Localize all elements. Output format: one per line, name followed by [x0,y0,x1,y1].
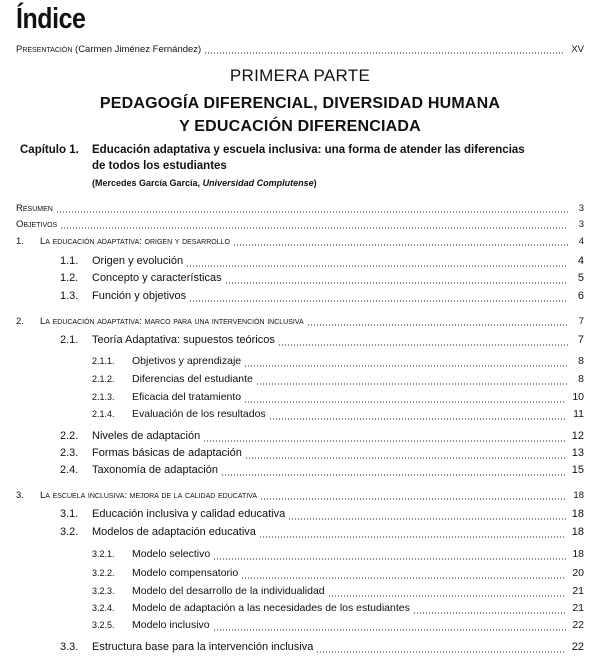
toc-entry-page: 18 [571,526,584,538]
toc-entry[interactable] [0,525,600,541]
chapter-affiliation: Universidad Complutense [202,178,314,188]
toc-entry[interactable] [0,233,600,249]
toc-entry-page: 3 [578,219,584,230]
toc-entry-label: Función y objetivos [92,290,187,302]
dot-leader [244,401,566,403]
toc-entry-number: 2.1.2. [92,374,115,384]
dot-leader [307,324,568,326]
chapter-title-line2: de todos los estudiantes [92,160,227,172]
toc-entry-label: Resumen [16,203,53,214]
toc-entry[interactable] [0,289,600,305]
toc-entry-label: La educación adaptativa: marco para una intervención inclusiva [40,316,304,327]
toc-entry-number: 3.1. [60,508,79,520]
toc-entry-label: Modelo de adaptación a las necesidades de los estudiantes [132,602,410,614]
chapter-authors [92,178,317,188]
toc-entry-label: Modelo compensatorio [132,567,239,579]
toc-entry[interactable] [0,507,600,523]
toc-entry-number: 2.1. [60,334,79,346]
toc-entry-page: 5 [577,272,584,284]
dot-leader [203,440,566,442]
toc-entry[interactable] [0,333,600,349]
toc-entry-number: 3.2.4. [92,603,115,613]
toc-entry-label: La escuela inclusiva: mejora de la calidad educativa [40,490,258,501]
toc-entry[interactable] [0,372,600,388]
presentation-page: XV [571,44,584,55]
toc-entry-label: Concepto y características [92,272,222,284]
toc-entry-number: 2.4. [60,464,79,476]
toc-entry-label: Formas básicas de adaptación [92,447,242,459]
toc-entry[interactable] [0,407,600,423]
toc-entry[interactable] [0,566,600,582]
toc-entry-page: 18 [573,490,584,501]
dot-leader [328,595,566,597]
toc-entry-label: Teoría Adaptativa: supuestos teóricos [92,334,275,346]
toc-entry-label: Modelo del desarrollo de la individualidad [132,585,325,597]
toc-entry[interactable] [0,463,600,479]
toc-entry-label: Taxonomía de adaptación [92,464,218,476]
toc-entry-number: 2.2. [60,430,79,442]
toc-entry-number: 2.1.1. [92,356,115,366]
chapter-authors-close: ) [313,178,317,188]
presentation-label: Presentación [16,44,73,55]
dot-leader [213,558,566,560]
toc-entry-label: Modelo selectivo [132,548,211,560]
page-title: Índice [16,3,86,35]
toc-entry-page: 20 [572,567,584,579]
toc-entry-label: La educación adaptativa: origen y desarrollo [40,236,230,247]
toc-entry[interactable] [0,200,600,216]
dot-leader [60,227,568,229]
toc-entry[interactable] [0,487,600,503]
dot-leader [221,474,566,476]
toc-entry-page: 4 [577,255,584,267]
chapter-author-names: (Mercedes García García, [92,178,203,188]
dot-leader [213,629,566,631]
toc-entry-label: Modelo inclusivo [132,619,210,631]
toc-entry[interactable] [0,584,600,600]
toc-entry-label: Diferencias del estudiante [132,373,253,385]
toc-entry-page: 21 [572,602,584,614]
toc-entry-label: Educación inclusiva y calidad educativa [92,508,286,520]
toc-entry[interactable] [0,618,600,634]
toc-entry-label: Eficacia del tratamiento [132,391,242,403]
dot-leader [256,383,568,385]
toc-entry-number: 3.3. [60,641,79,653]
chapter-title-line1: Educación adaptativa y escuela inclusiva: una forma de atender las diferencias [92,144,525,156]
toc-entry-number: 1.1. [60,255,79,267]
dot-leader [233,244,568,246]
toc-entry-number: 3. [16,490,24,501]
dot-leader [413,612,566,614]
toc-entry[interactable] [0,390,600,406]
toc-entry-number: 3.2.2. [92,568,115,578]
part-title-line2: Y EDUCACIÓN DIFERENCIADA [179,118,421,135]
toc-entry-label: Niveles de adaptación [92,430,201,442]
toc-entry-page: 10 [572,391,584,403]
toc-entry-page: 4 [578,236,584,247]
part-title-line1: PEDAGOGÍA DIFERENCIAL, DIVERSIDAD HUMANA [99,95,501,112]
dot-leader [245,457,566,459]
toc-entry-page: 8 [578,373,584,385]
toc-entry-page: 12 [571,430,584,442]
toc-entry-number: 3.2. [60,526,79,538]
dot-leader [189,300,568,302]
toc-entry-label: Origen y evolución [92,255,184,267]
toc-entry[interactable] [0,446,600,462]
toc-entry[interactable] [0,429,600,445]
dot-leader [269,418,567,420]
dot-leader [244,365,568,367]
toc-entry-presentation[interactable] [0,41,600,57]
toc-entry[interactable] [0,216,600,232]
part-label: PRIMERA PARTE [229,66,371,85]
toc-entry-number: 3.2.5. [92,620,115,630]
toc-entry-page: 18 [572,548,584,560]
toc-entry-number: 1.3. [60,290,79,302]
toc-entry-label: Objetivos y aprendizaje [132,355,242,367]
toc-entry-page: 3 [578,203,584,214]
dot-leader [278,344,568,346]
toc-entry[interactable] [0,354,600,370]
toc-entry-label: Estructura base para la intervención inclusiva [92,641,314,653]
toc-entry-page: 11 [573,408,584,420]
dot-leader [241,577,566,579]
toc-entry[interactable] [0,547,600,563]
toc-entry-label: Evaluación de los resultados [132,408,266,420]
dot-leader [316,651,566,653]
toc-entry-number: 1. [16,236,24,247]
toc-entry-number: 2.1.3. [92,392,115,402]
toc-entry-number: 3.2.3. [92,586,115,596]
chapter-label: Capítulo 1. [20,144,79,156]
toc-entry-number: 3.2.1. [92,549,115,559]
toc-entry[interactable] [0,601,600,617]
toc-entry-page: 8 [578,355,584,367]
toc-entry[interactable] [0,271,600,287]
chapter-title[interactable] [92,142,562,174]
toc-entry-page: 15 [571,464,584,476]
toc-entry-label: Objetivos [16,219,58,230]
toc-entry-page: 22 [572,619,584,631]
dot-leader [288,518,566,520]
toc-entry-number: 2. [16,316,24,327]
dot-leader [259,536,566,538]
toc-entry-page: 22 [571,641,584,653]
dot-leader [225,282,568,284]
toc-entry-number: 1.2. [60,272,79,284]
toc-entry[interactable] [0,313,600,329]
toc-entry-label: Modelos de adaptación educativa [92,526,256,538]
dot-leader [260,498,567,500]
toc-entry-page: 13 [571,447,584,459]
toc-entry-page: 7 [577,334,584,346]
toc-entry-page: 21 [572,585,584,597]
toc-entry-page: 18 [571,508,584,520]
dot-leader [186,265,568,267]
dot-leader [204,52,563,54]
toc-entry-number: 2.3. [60,447,79,459]
toc-entry-number: 2.1.4. [92,409,115,419]
presentation-authors: (Carmen Jiménez Fernández) [75,44,202,55]
toc-entry[interactable] [0,640,600,656]
toc-entry[interactable] [0,254,600,270]
toc-entry-page: 7 [578,316,584,327]
dot-leader [56,211,568,213]
toc-entry-page: 6 [577,290,584,302]
